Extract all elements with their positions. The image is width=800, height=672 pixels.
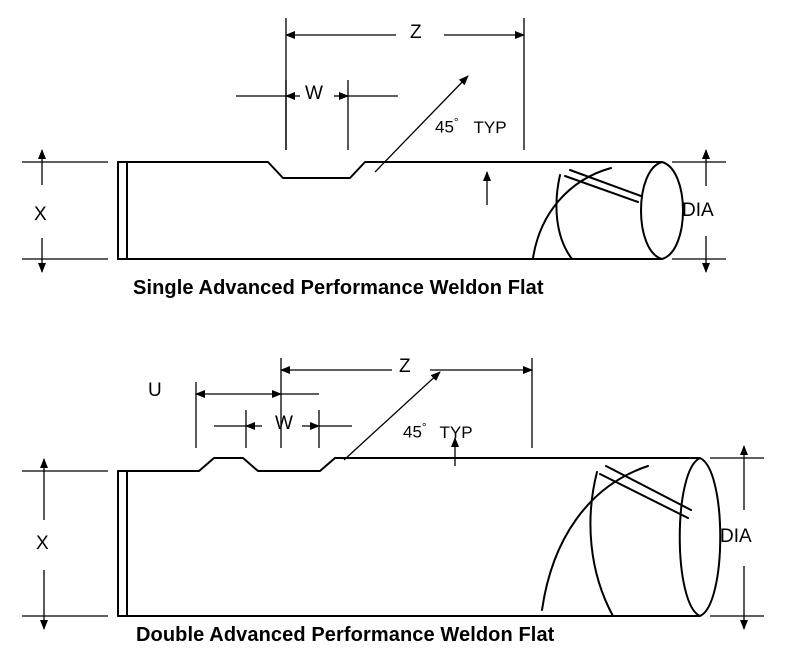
double-dimension-x-label: X (36, 533, 49, 554)
double-flat-geometry (118, 458, 720, 616)
double-angle-typ-label: TYP (439, 422, 473, 442)
single-dimension-x-label: X (34, 204, 47, 225)
single-flat-geometry (118, 162, 683, 259)
double-flat-dimension-lines (22, 358, 764, 629)
single-dimension-w-label: W (305, 83, 323, 104)
single-dimension-z-label: Z (410, 22, 422, 43)
double-dimension-z-label: Z (399, 356, 411, 377)
single-angle-value-label (435, 115, 507, 138)
double-degree-icon: ° (421, 420, 427, 434)
double-figure-caption: Double Advanced Performance Weldon Flat (136, 624, 555, 646)
double-dimension-w-label: W (275, 413, 293, 434)
single-degree-icon: ° (453, 115, 459, 129)
double-angle-value-label (403, 420, 473, 443)
single-angle-typ-label: TYP (473, 117, 507, 137)
single-figure-caption: Single Advanced Performance Weldon Flat (133, 277, 544, 299)
single-angle-number: 45 (435, 117, 454, 137)
single-dimension-dia-label: DIA (682, 200, 714, 221)
double-dimension-dia-label: DIA (720, 526, 752, 547)
double-angle-number: 45 (403, 422, 422, 442)
double-dimension-u-label: U (148, 380, 162, 401)
